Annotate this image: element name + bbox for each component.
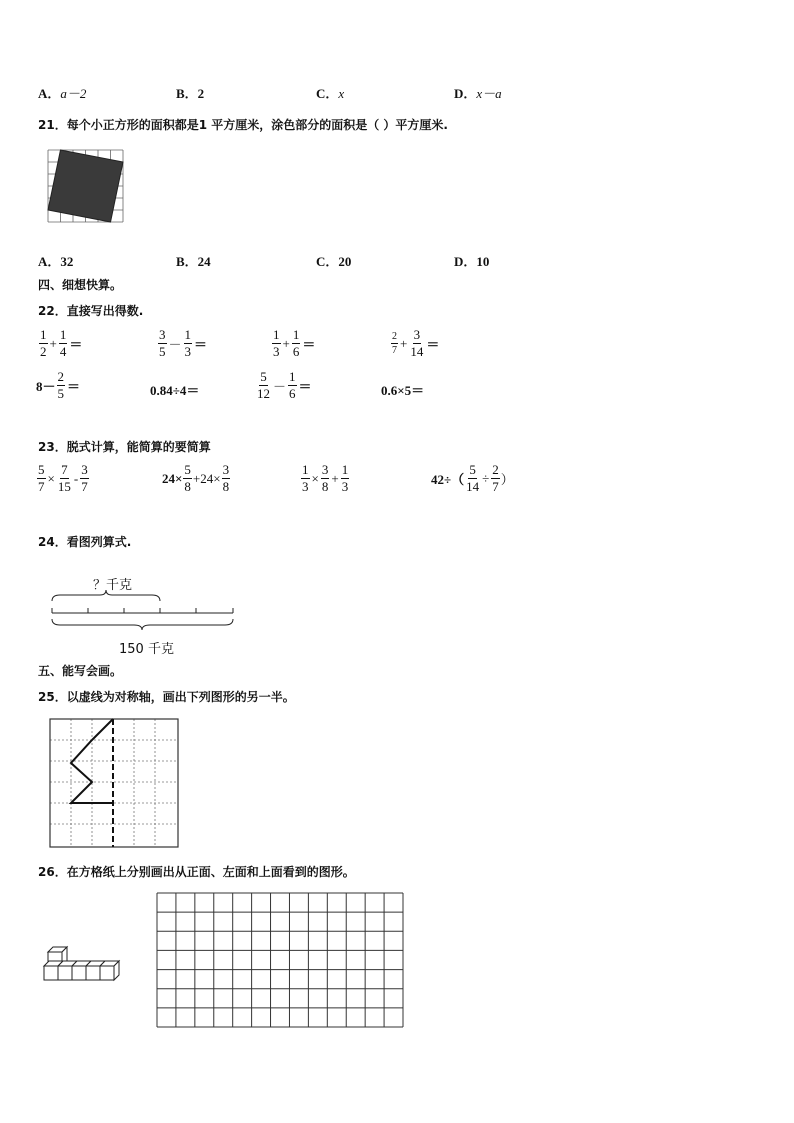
q23-item-4: 42÷（ $\frac{5}{14}$ ÷ $\frac{2}{7}$ ） xyxy=(431,462,514,494)
q21-question: 21．每个小正方形的面积都是1 平方厘米，涂色部分的面积是（ ）平方厘米. xyxy=(38,118,448,132)
q20-option-a: A．a－2 xyxy=(38,86,87,101)
q22-title: 22．直接写出得数. xyxy=(38,304,144,318)
q22-item-1: $\frac{1}{2}$ + $\frac{1}{4}$ ＝ xyxy=(40,327,83,359)
q20-option-c: C．x xyxy=(316,86,345,101)
q21-shaded-square xyxy=(48,150,123,222)
q26-drawing-grid xyxy=(156,892,404,1028)
q22-item-7: $\frac{5}{12}$ － $\frac{1}{6}$ ＝ xyxy=(257,369,312,401)
q21-grid-figure xyxy=(48,150,124,224)
q24-title: 24．看图列算式. xyxy=(38,535,132,549)
q23-item-3: $\frac{1}{3}$ × $\frac{3}{8}$ + $\frac{1}{3}$ xyxy=(302,462,349,494)
q22-item-5: 8－ $\frac{2}{5}$ ＝ xyxy=(36,369,81,401)
section-5-heading: 五、能写会画。 xyxy=(38,664,123,678)
q23-item-2: 24× $\frac{5}{8}$ +24× $\frac{3}{8}$ xyxy=(162,462,230,494)
q25-symmetry-grid xyxy=(50,719,180,849)
q24-bottom-label: 150 千克 xyxy=(119,642,174,657)
q21-option-b: B．24 xyxy=(176,254,211,269)
q21-option-d: D．10 xyxy=(454,254,490,269)
section-4-heading: 四、细想快算。 xyxy=(38,278,123,292)
q22-item-2: $\frac{3}{5}$ － $\frac{1}{3}$ ＝ xyxy=(159,327,208,359)
q20-option-b: B．2 xyxy=(176,86,205,101)
q20-option-d: D．x－a xyxy=(454,86,502,101)
q25-title: 25．以虚线为对称轴，画出下列图形的另一半。 xyxy=(38,690,295,704)
q26-cube-figure xyxy=(42,942,118,984)
q22-item-4: $\frac{2}{7}$ + $\frac{3}{14}$ ＝ xyxy=(392,327,440,359)
q24-top-brace xyxy=(52,590,160,601)
q26-title: 26．在方格纸上分别画出从正面、左面和上面看到的图形。 xyxy=(38,865,355,879)
q21-option-c: C．20 xyxy=(316,254,352,269)
q21-option-a: A．32 xyxy=(38,254,74,269)
q23-title: 23．脱式计算，能简算的要简算 xyxy=(38,440,211,454)
q24-top-label: ？千克 xyxy=(93,578,133,593)
q22-item-6: 0.84÷4＝ xyxy=(150,383,200,398)
q22-item-3: $\frac{1}{3}$ + $\frac{1}{6}$ ＝ xyxy=(273,327,316,359)
q23-item-1: $\frac{5}{7}$ × $\frac{7}{15}$ - $\frac{3}{7}$ xyxy=(38,462,88,494)
q22-item-8: 0.6×5＝ xyxy=(381,383,425,398)
q24-bottom-brace xyxy=(52,619,233,630)
q24-segment-diagram xyxy=(50,591,236,631)
